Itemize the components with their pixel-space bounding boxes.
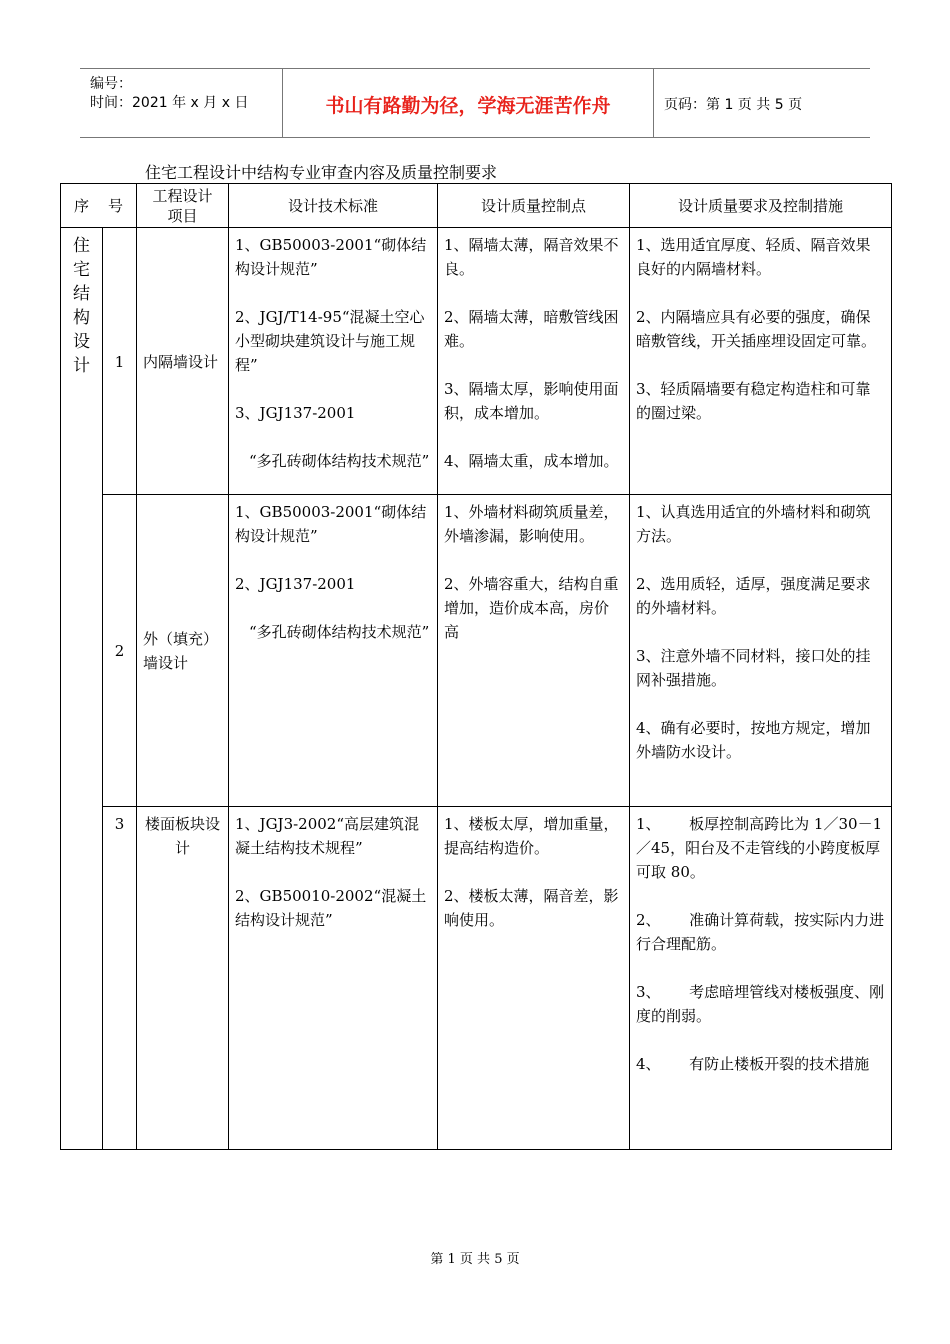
row-measures — [630, 495, 892, 807]
row-measures — [630, 228, 892, 495]
page-indicator: 页码：第 1 页 共 5 页 — [664, 97, 803, 113]
control-entry: 2、外墙容重大，结构自重增加，造价成本高，房价高 — [444, 575, 619, 641]
page-footer: 第 1 页 共 5 页 — [430, 1252, 520, 1267]
measure-entry: 2、内隔墙应具有必要的强度，确保暗敷管线，开关插座埋设固定可靠。 — [636, 308, 877, 350]
slogan: 书山有路勤为径，学海无涯苦作舟 — [325, 95, 611, 117]
document-title: 住宅工程设计中结构专业审查内容及质量控制要求 — [145, 163, 498, 182]
row-item: 内隔墙设计 — [137, 228, 229, 495]
row-controls — [438, 807, 630, 1150]
measure-entry: 1、 板厚控制高跨比为 1／30－1／45，阳台及不走管线的小跨度板厚可取 80。 — [636, 815, 883, 881]
measure-entry: 4、 有防止楼板开裂的技术措施 — [636, 1055, 870, 1073]
header-page-cell — [654, 69, 870, 137]
table-row — [61, 228, 892, 495]
standard-entry: 1、JGJ3-2002“高层建筑混凝土结构技术规程” — [235, 815, 420, 857]
document-number-label: 编号： — [90, 76, 132, 92]
standard-entry: 1、GB50003-2001“砌体结构设计规范” — [235, 503, 427, 545]
measure-entry: 3、 考虑暗埋管线对楼板强度、刚度的削弱。 — [636, 983, 885, 1025]
row-standards — [229, 807, 438, 1150]
table-row — [61, 495, 892, 807]
measure-entry: 3、注意外墙不同材料，接口处的挂网补强措施。 — [636, 647, 871, 689]
measure-entry: 3、轻质隔墙要有稳定构造柱和可靠的圈过梁。 — [636, 380, 871, 422]
date-label: 时间：2021 年 x 月 x 日 — [90, 95, 249, 111]
row-item: 外（填充）墙设计 — [137, 495, 229, 807]
measure-entry: 2、选用质轻，适厚，强度满足要求的外墙材料。 — [636, 575, 871, 617]
header-measures: 设计质量要求及控制措施 — [630, 184, 892, 228]
row-item: 楼面板块设计 — [137, 807, 229, 1150]
measure-entry: 2、 准确计算荷载，按实际内力进行合理配筋。 — [636, 911, 885, 953]
row-number: 3 — [103, 807, 137, 1150]
row-measures — [630, 807, 892, 1150]
control-entry: 3、隔墙太厚，影响使用面积，成本增加。 — [444, 380, 619, 422]
control-entry: 4、隔墙太重，成本增加。 — [444, 452, 619, 470]
control-entry: 1、楼板太厚，增加重量，提高结构造价。 — [444, 815, 619, 857]
row-controls — [438, 495, 630, 807]
measure-entry: 1、选用适宜厚度、轻质、隔音效果良好的内隔墙材料。 — [636, 236, 871, 278]
header-slogan-cell — [282, 69, 654, 137]
standard-entry: “多孔砖砌体结构技术规范” — [249, 452, 430, 470]
standard-entry: 1、GB50003-2001“砌体结构设计规范” — [235, 236, 427, 278]
control-entry: 2、楼板太薄，隔音差，影响使用。 — [444, 887, 619, 929]
table-header-row — [61, 184, 892, 228]
category-cell: 住 宅 结 构 设 计 — [61, 228, 103, 1150]
header-control: 设计质量控制点 — [438, 184, 630, 228]
header-seq: 序 号 — [61, 184, 137, 228]
standard-entry: 3、JGJ137-2001 — [235, 404, 356, 422]
standard-entry: “多孔砖砌体结构技术规范” — [249, 623, 430, 641]
page-header — [80, 68, 870, 138]
row-standards — [229, 495, 438, 807]
header-standard: 设计技术标准 — [229, 184, 438, 228]
table-row — [61, 807, 892, 1150]
row-controls — [438, 228, 630, 495]
measure-entry: 4、确有必要时，按地方规定，增加外墙防水设计。 — [636, 719, 871, 761]
control-entry: 1、外墙材料砌筑质量差，外墙渗漏，影响使用。 — [444, 503, 619, 545]
header-meta-cell — [80, 69, 280, 137]
review-table — [60, 183, 892, 1150]
header-item: 工程设计 项目 — [137, 184, 229, 228]
standard-entry: 2、JGJ137-2001 — [235, 575, 356, 593]
row-standards — [229, 228, 438, 495]
row-number: 1 — [103, 228, 137, 495]
standard-entry: 2、JGJ/T14-95“混凝土空心小型砌块建筑设计与施工规程” — [235, 308, 425, 374]
control-entry: 2、隔墙太薄，暗敷管线困难。 — [444, 308, 619, 350]
row-number: 2 — [103, 495, 137, 807]
standard-entry: 2、GB50010-2002“混凝土结构设计规范” — [235, 887, 427, 929]
measure-entry: 1、认真选用适宜的外墙材料和砌筑方法。 — [636, 503, 871, 545]
control-entry: 1、隔墙太薄，隔音效果不良。 — [444, 236, 619, 278]
